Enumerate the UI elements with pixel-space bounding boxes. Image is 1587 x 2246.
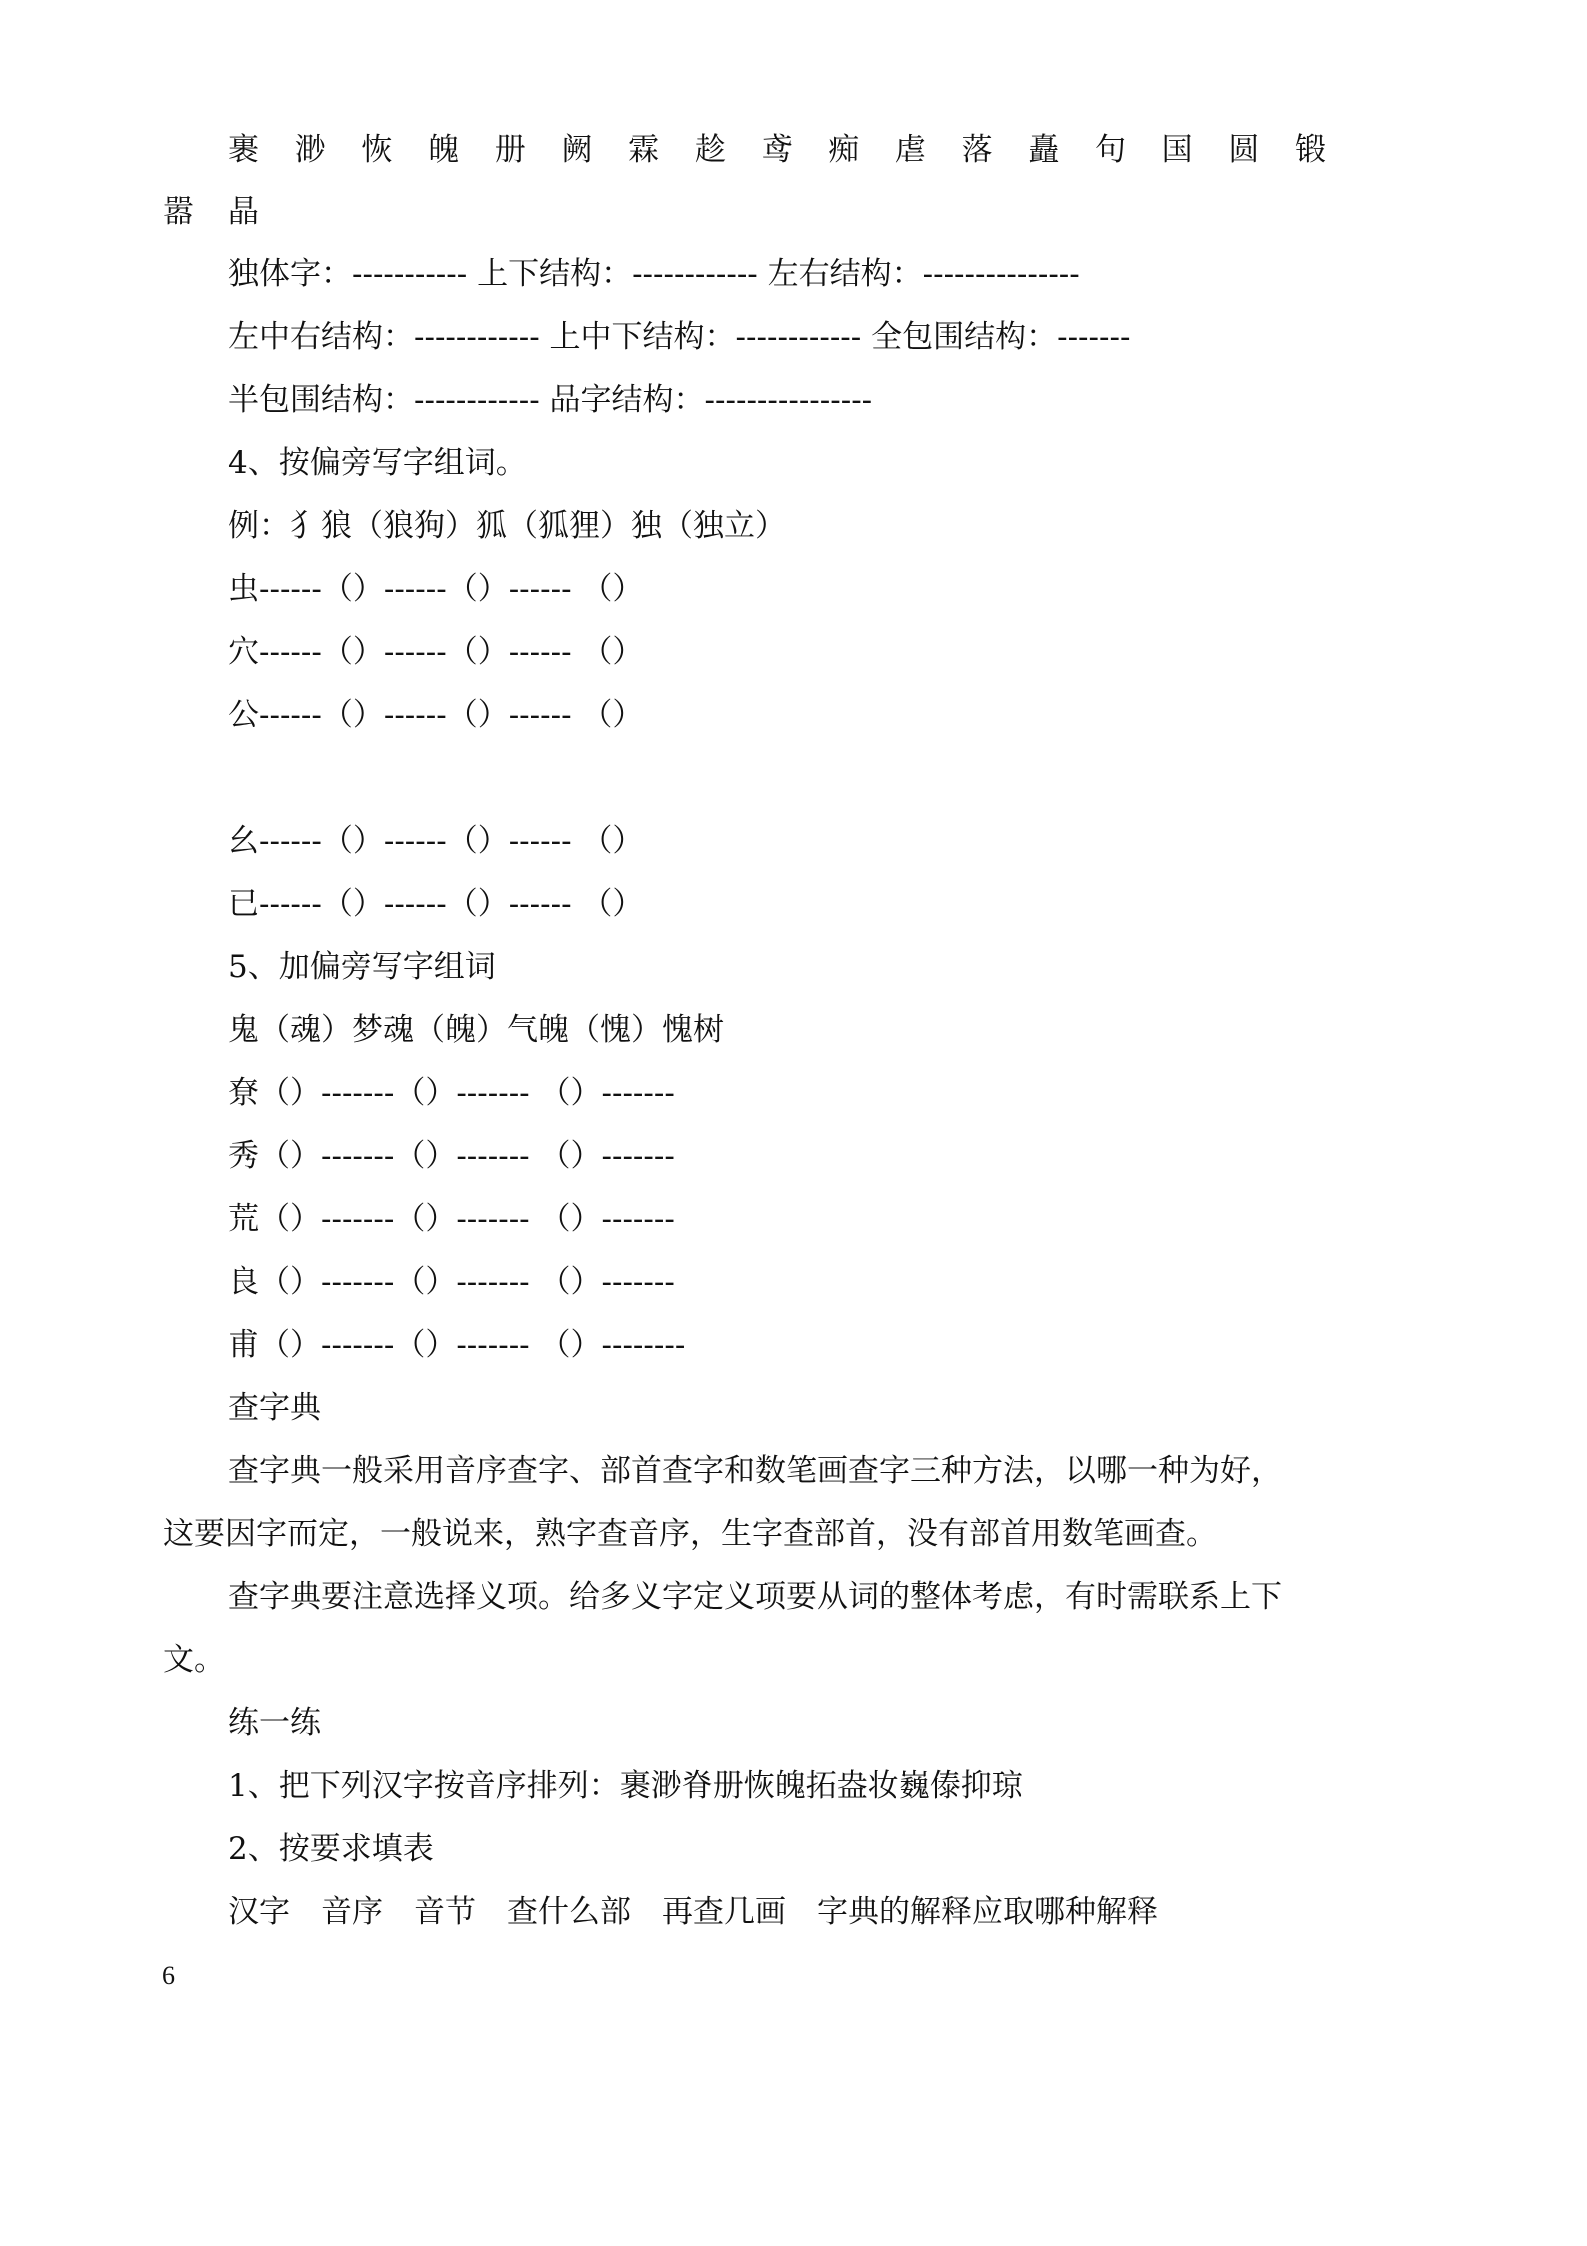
radical-row: 已------（）------（）------ （） (228, 886, 644, 922)
character: 虐 (894, 132, 926, 168)
character: 晶 (228, 194, 259, 230)
radical-row: 虫------（）------（）------ （） (228, 571, 644, 607)
character: 恢 (361, 132, 393, 168)
structure-line-1: 独体字：----------- 上下结构：------------ 左右结构：--------------- (228, 256, 1080, 292)
character: 落 (961, 132, 993, 168)
paragraph-2-line-1: 查字典要注意选择义项。给多义字定义项要从词的整体考虑，有时需联系上下 (228, 1579, 1282, 1615)
add-radical-row: 良（）-------（）------- （）------- (228, 1264, 675, 1300)
table-header: 汉字 音序 音节 查什么部 再查几画 字典的解释应取哪种解释 (228, 1894, 1158, 1930)
character: 阙 (561, 132, 593, 168)
radical-row: 幺------（）------（）------ （） (228, 823, 644, 859)
page-number: 6 (162, 1961, 175, 1990)
character: 霖 (628, 132, 660, 168)
character: 国 (1161, 132, 1193, 168)
practice-item-1: 1、把下列汉字按音序排列：裹渺脊册恢魄拓盎妆巍傣抑琼 (228, 1768, 1023, 1804)
add-radical-row: 荒（）-------（）------- （）------- (228, 1201, 675, 1237)
character: 矗 (1028, 132, 1060, 168)
character: 痴 (828, 132, 860, 168)
practice-heading: 练一练 (228, 1705, 321, 1741)
character: 锻 (1295, 132, 1326, 168)
character: 魄 (428, 132, 460, 168)
character-row-1 (228, 130, 1326, 170)
character: 裹 (228, 132, 259, 168)
add-radical-row: 秀（）-------（）------- （）------- (228, 1138, 675, 1174)
radical-row: 公------（）------（）------ （） (228, 697, 644, 733)
practice-item-2: 2、按要求填表 (228, 1831, 434, 1867)
character: 圆 (1228, 132, 1260, 168)
character: 鸢 (761, 132, 793, 168)
section-4-title: 4、按偏旁写字组词。 (228, 445, 527, 481)
paragraph-1-line-2: 这要因字而定，一般说来，熟字查音序，生字查部首，没有部首用数笔画查。 (163, 1516, 1217, 1552)
character: 趁 (694, 132, 726, 168)
character: 句 (1094, 132, 1126, 168)
paragraph-2-line-2: 文。 (163, 1642, 225, 1678)
character: 渺 (294, 132, 326, 168)
structure-line-2: 左中右结构：------------ 上中下结构：------------ 全包围结构：------- (228, 319, 1131, 355)
character: 册 (494, 132, 526, 168)
structure-line-3: 半包围结构：------------ 品字结构：---------------- (228, 382, 873, 418)
character: 嚣 (163, 194, 194, 230)
section-5-example: 鬼（魂）梦魂（魄）气魄（愧）愧树 (228, 1012, 724, 1048)
radical-row: 穴------（）------（）------ （） (228, 634, 644, 670)
section-4-example: 例：犭狼（狼狗）狐（狐狸）独（独立） (228, 508, 786, 544)
section-5-title: 5、加偏旁写字组词 (228, 949, 496, 985)
character-row-2 (163, 192, 259, 232)
add-radical-row: 尞（）-------（）------- （）------- (228, 1075, 675, 1111)
add-radical-row: 甫（）-------（）------- （）-------- (228, 1327, 686, 1363)
dictionary-heading: 查字典 (228, 1390, 321, 1426)
paragraph-1-line-1: 查字典一般采用音序查字、部首查字和数笔画查字三种方法，以哪一种为好， (228, 1453, 1282, 1489)
